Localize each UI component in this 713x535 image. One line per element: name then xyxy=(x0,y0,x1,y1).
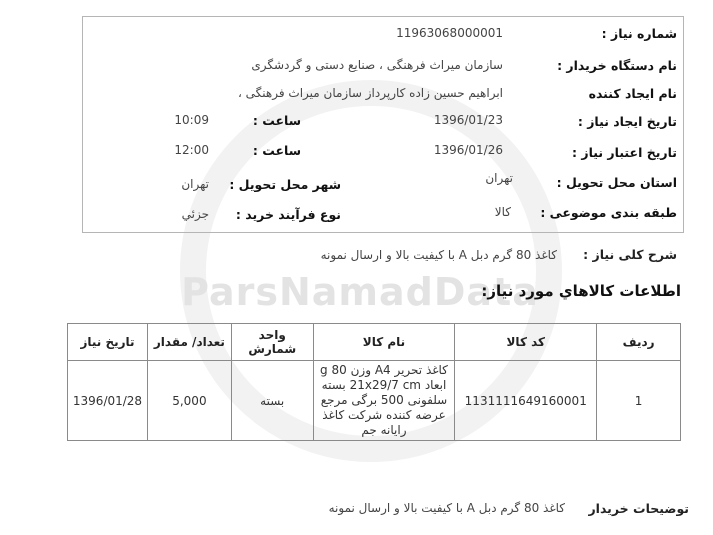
cell-unit: بسته xyxy=(231,361,313,441)
valid-date: 1396/01/26 xyxy=(433,143,503,157)
header-goods-code: کد کالا xyxy=(455,324,597,361)
creator-label: نام ایجاد کننده xyxy=(588,86,677,101)
items-table xyxy=(67,323,681,441)
purchase-type: جزئي xyxy=(181,207,209,221)
valid-time: 12:00 xyxy=(174,143,209,157)
cell-row-number: 1 xyxy=(597,361,681,441)
create-time-label: ساعت : xyxy=(252,113,301,128)
buyer-notes-value: کاغذ 80 گرم دبل A با کیفیت بالا و ارسال نمونه xyxy=(328,501,565,515)
cell-quantity: 5,000 xyxy=(148,361,232,441)
table-header-row xyxy=(68,324,681,361)
delivery-province-label: استان محل تحویل : xyxy=(556,175,677,190)
valid-date-label: تاریخ اعتبار نیاز : xyxy=(572,145,677,160)
cell-goods-code: 1131111649160001 xyxy=(455,361,597,441)
create-date-label: تاریخ ایجاد نیاز : xyxy=(577,114,677,129)
buyer-notes-label: توضیحات خریدار xyxy=(588,501,689,516)
header-need-date: تاریخ نیاز xyxy=(68,324,148,361)
create-time: 10:09 xyxy=(174,113,209,127)
cell-need-date: 1396/01/28 xyxy=(68,361,148,441)
need-number-label: شماره نیاز : xyxy=(601,26,677,41)
header-unit: واحد شمارش xyxy=(231,324,313,361)
delivery-province: تهران xyxy=(485,171,513,185)
section-title: اطلاعات کالاهاي مورد نياز: xyxy=(481,282,681,300)
category: کالا xyxy=(494,205,511,219)
need-info-box xyxy=(82,16,684,233)
delivery-city: تهران xyxy=(181,177,209,191)
need-number: 11963068000001 xyxy=(396,26,503,40)
cell-goods-name: کاغذ تحریر A4 وزن 80 g ابعاد 21x29/7 cm بسته سلفونی 500 برگی مرجع عرضه کننده شرکت کاغذ رایانه جم xyxy=(313,361,455,441)
creator: ابراهیم حسین زاده کارپرداز سازمان میراث فرهنگی ، xyxy=(237,86,503,100)
valid-time-label: ساعت : xyxy=(252,143,301,158)
header-row-number: ردیف xyxy=(597,324,681,361)
watermark: ParsNamadData xyxy=(181,270,539,314)
category-label: طبقه بندی موضوعی : xyxy=(540,205,677,220)
buyer-org: سازمان میراث فرهنگی ، صنایع دستی و گردشگری xyxy=(251,58,503,72)
summary-label: شرح کلی نیاز : xyxy=(583,247,677,262)
summary-value: کاغذ 80 گرم دبل A با کیفیت بالا و ارسال نمونه xyxy=(320,248,557,262)
table-row xyxy=(68,361,681,441)
header-quantity: تعداد/ مقدار xyxy=(148,324,232,361)
create-date: 1396/01/23 xyxy=(433,113,503,127)
header-goods-name: نام کالا xyxy=(313,324,455,361)
purchase-type-label: نوع فرآیند خرید : xyxy=(235,207,341,222)
buyer-org-label: نام دستگاه خریدار : xyxy=(557,58,677,73)
delivery-city-label: شهر محل تحویل : xyxy=(229,177,341,192)
